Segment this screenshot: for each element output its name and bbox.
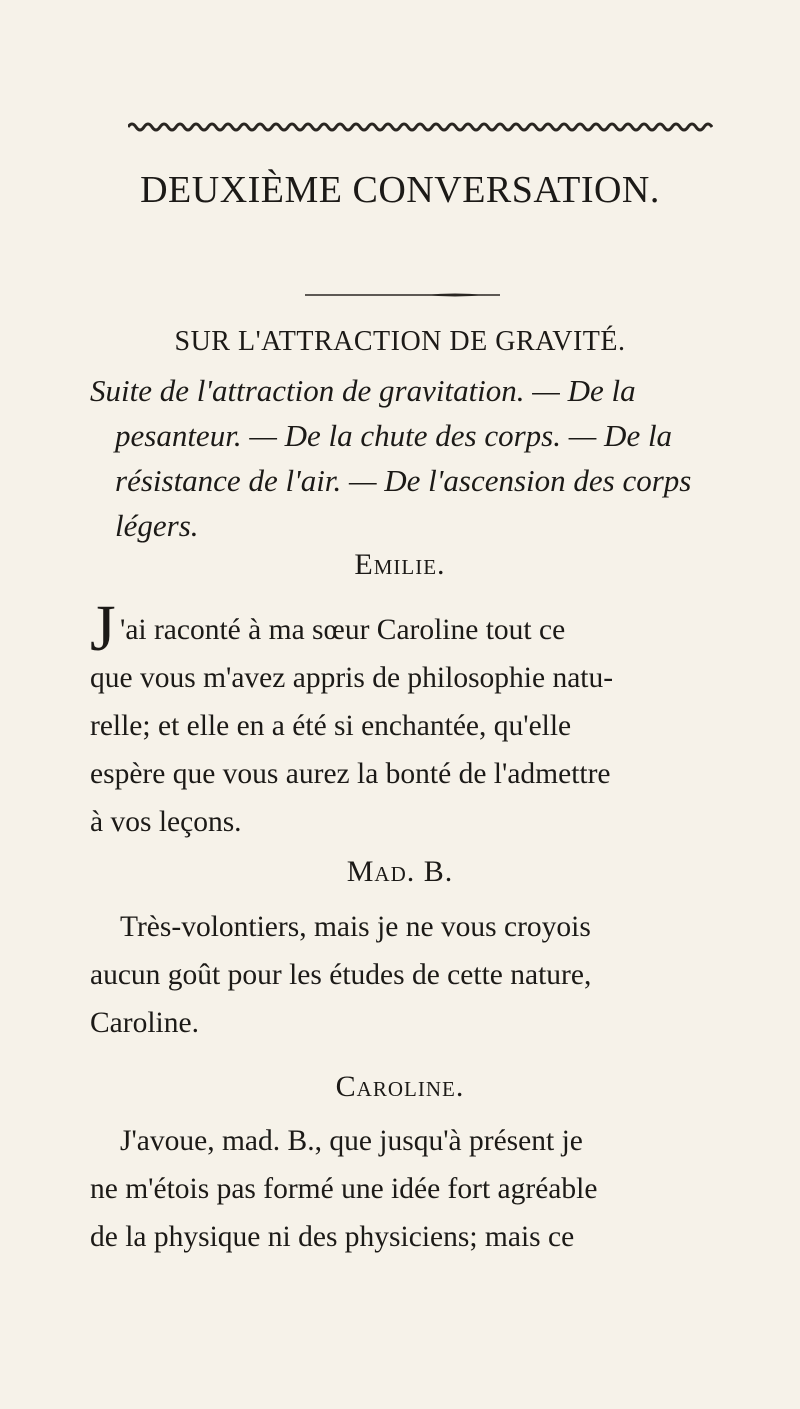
summary-line: légers. bbox=[115, 508, 199, 543]
chapter-summary bbox=[90, 368, 740, 548]
speech-line: Très-volontiers, mais je ne vous croyois bbox=[120, 911, 591, 943]
summary-line: pesanteur. — De la chute des corps. — De la bbox=[115, 418, 673, 453]
chapter-title: DEUXIÈME CONVERSATION. bbox=[140, 169, 660, 211]
speech-line: à vos leçons. bbox=[90, 806, 242, 838]
speaker-mad-b: Mad. B. bbox=[346, 855, 454, 888]
speech-caroline bbox=[90, 1117, 750, 1261]
drop-cap: J bbox=[90, 592, 116, 665]
speech-emilie bbox=[90, 606, 750, 846]
speech-line: de la physique ni des physiciens; mais ce bbox=[90, 1221, 575, 1253]
speech-line: ne m'étois pas formé une idée fort agréable bbox=[90, 1173, 598, 1205]
speech-line: espère que vous aurez la bonté de l'admettre bbox=[90, 758, 611, 790]
speech-line: aucun goût pour les études de cette nature, bbox=[90, 959, 592, 991]
speech-mad-b bbox=[90, 903, 750, 1047]
speaker-caroline: Caroline. bbox=[335, 1070, 465, 1103]
ornamental-rule bbox=[128, 118, 713, 136]
speech-line: que vous m'avez appris de philosophie natu- bbox=[90, 662, 614, 694]
speech-line: 'ai raconté à ma sœur Caroline tout ce bbox=[120, 614, 566, 646]
chapter-subtitle: SUR L'ATTRACTION DE GRAVITÉ. bbox=[174, 326, 626, 357]
title-divider bbox=[305, 292, 500, 298]
speech-line: Caroline. bbox=[90, 1007, 199, 1039]
speech-line: relle; et elle en a été si enchantée, qu'elle bbox=[90, 710, 572, 742]
speaker-emilie: Emilie. bbox=[354, 548, 446, 581]
summary-line: Suite de l'attraction de gravitation. — De la bbox=[90, 373, 636, 408]
summary-line: résistance de l'air. — De l'ascension des corps bbox=[115, 463, 692, 498]
speech-line: J'avoue, mad. B., que jusqu'à présent je bbox=[120, 1125, 583, 1157]
